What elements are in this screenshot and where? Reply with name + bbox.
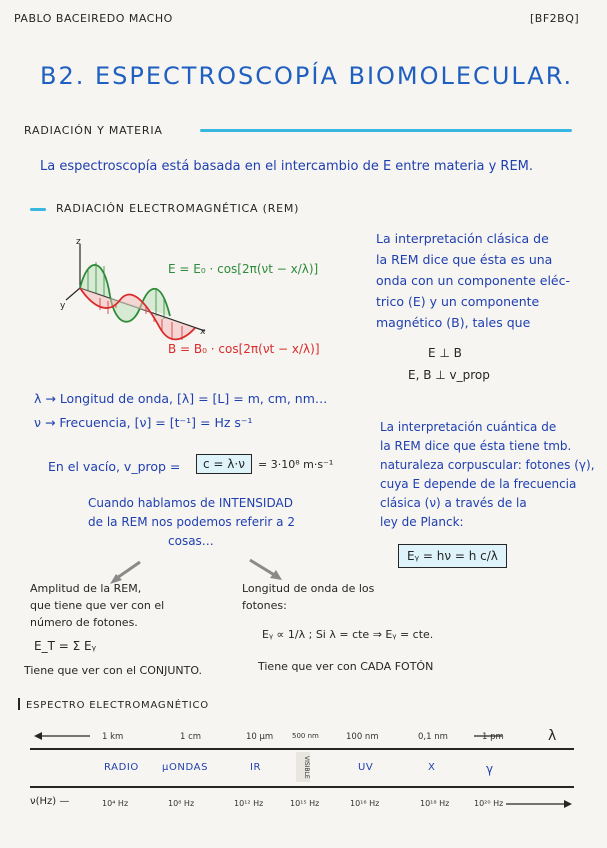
frequency-tick: 10⁸ Hz <box>168 799 195 808</box>
intensity-line: de la REM nos podemos referir a 2 <box>88 515 295 529</box>
axis-x-label: x <box>200 327 206 337</box>
wavelength-tick: 100 nm <box>346 732 379 742</box>
classical-interpretation <box>376 228 570 333</box>
amplitude-note: Tiene que ver con el CONJUNTO. <box>24 664 203 677</box>
course-code: [BF2BQ] <box>530 12 580 25</box>
lambda-symbol: λ <box>548 728 557 744</box>
frequency-tick: 10¹⁶ Hz <box>350 799 380 808</box>
speed-of-light-value: = 3·10⁸ m·s⁻¹ <box>258 458 334 471</box>
wavelength-tick: 0,1 nm <box>418 732 448 742</box>
frequency-definition: ν → Frecuencia, [ν] = [t⁻¹] = Hz s⁻¹ <box>34 415 253 430</box>
planck-law-box: Eᵧ = hν = h c/λ <box>398 544 507 568</box>
section-heading: RADIACIÓN Y MATERIA <box>24 124 163 137</box>
author-name: PABLO BACEIREDO MACHO <box>14 12 173 25</box>
spectrum-bottom-rule <box>30 786 574 788</box>
perpendicular-vprop: E, B ⊥ v_prop <box>408 368 490 382</box>
intro-text: La espectroscopía está basada en el intercambio de E entre materia y REM. <box>40 159 534 174</box>
frequency-axis-arrow <box>506 798 574 810</box>
spectrum-top-rule <box>30 748 574 750</box>
band-infrared: IR <box>250 762 262 773</box>
page-title: B2. ESPECTROSCOPÍA BIOMOLECULAR. <box>40 62 574 90</box>
spectrum-title: ESPECTRO ELECTROMAGNÉTICO <box>26 700 209 711</box>
frequency-tick: 10¹⁸ Hz <box>420 799 450 808</box>
wavelength-tick: 1 km <box>102 732 124 742</box>
frequency-tick: 10²⁰ Hz <box>474 799 504 808</box>
right-arrow-shaft <box>250 560 276 576</box>
band-ultraviolet: UV <box>358 762 374 773</box>
frequency-tick: 10¹⁵ Hz <box>290 799 320 808</box>
classical-line: trico (E) y un componente <box>376 294 540 309</box>
frequency-tick: 10¹² Hz <box>234 799 264 808</box>
intensity-line: cosas… <box>168 534 214 548</box>
subsection-heading: RADIACIÓN ELECTROMAGNÉTICA (REM) <box>56 202 300 215</box>
intensity-text <box>88 494 295 551</box>
vacuum-prefix: En el vacío, v_prop = <box>48 459 181 474</box>
amplitude-equation: E_T = Σ Eᵧ <box>34 639 97 653</box>
classical-line: La interpretación clásica de <box>376 231 549 246</box>
amplitude-line: que tiene que ver con el <box>30 599 165 612</box>
photon-line: fotones: <box>242 599 287 612</box>
spectrum-bullet <box>18 698 20 710</box>
classical-line: la REM dice que ésta es una <box>376 252 553 267</box>
photon-note: Tiene que ver con CADA FOTÓN <box>258 660 434 673</box>
axis-z-label: z <box>76 237 81 247</box>
y-axis-line <box>66 288 80 300</box>
quantum-line: clásica (ν) a través de la <box>380 496 527 510</box>
speed-of-light-box: c = λ·ν <box>196 454 252 474</box>
amplitude-text <box>30 580 164 631</box>
quantum-line: La interpretación cuántica de <box>380 420 557 434</box>
wavelength-tick: 10 µm <box>246 732 274 742</box>
amplitude-line: Amplitud de la REM, <box>30 582 142 595</box>
band-xray: X <box>428 762 436 773</box>
frequency-axis-label: ν(Hz) — <box>30 796 70 807</box>
quantum-line: cuya E depende de la frecuencia <box>380 477 577 491</box>
photon-line: Longitud de onda de los <box>242 582 375 595</box>
quantum-interpretation <box>380 418 595 532</box>
wavelength-definition: λ → Longitud de onda, [λ] = [L] = m, cm, nm… <box>34 391 328 406</box>
wavelength-tick: 1 pm <box>482 732 504 742</box>
quantum-line: naturaleza corpuscular: fotones (γ), <box>380 458 595 472</box>
classical-line: magnético (B), tales que <box>376 315 531 330</box>
intensity-line: Cuando hablamos de INTENSIDAD <box>88 496 293 510</box>
axis-y-label: y <box>60 301 66 311</box>
classical-line: onda con un componente eléc- <box>376 273 570 288</box>
band-microwaves: µONDAS <box>162 762 209 773</box>
band-visible: VISIBLE <box>296 752 310 782</box>
wavelength-tick: 500 nm <box>292 732 319 740</box>
quantum-line: ley de Planck: <box>380 515 464 529</box>
perpendicular-eb: E ⊥ B <box>428 346 462 360</box>
photon-wavelength-text <box>242 580 374 614</box>
amplitude-line: número de fotones. <box>30 616 138 629</box>
em-wave-diagram <box>60 236 210 356</box>
magnetic-field-equation: B = B₀ · cos[2π(νt − x/λ)] <box>168 342 320 356</box>
band-radio: RADIO <box>104 762 139 773</box>
photon-energy-equation: Eᵧ ∝ 1/λ ; Si λ = cte ⇒ Eᵧ = cte. <box>262 628 434 641</box>
wavelength-tick: 1 cm <box>180 732 202 742</box>
frequency-arrow-head <box>564 800 572 808</box>
quantum-line: la REM dice que ésta tiene tmb. <box>380 439 572 453</box>
section-underline <box>200 129 572 132</box>
electric-field-equation: E = E₀ · cos[2π(νt − x/λ)] <box>168 262 319 276</box>
band-gamma: γ <box>486 762 494 776</box>
subsection-dash <box>30 208 46 211</box>
wavelength-arrow-head <box>34 732 42 740</box>
frequency-tick: 10⁴ Hz <box>102 799 129 808</box>
